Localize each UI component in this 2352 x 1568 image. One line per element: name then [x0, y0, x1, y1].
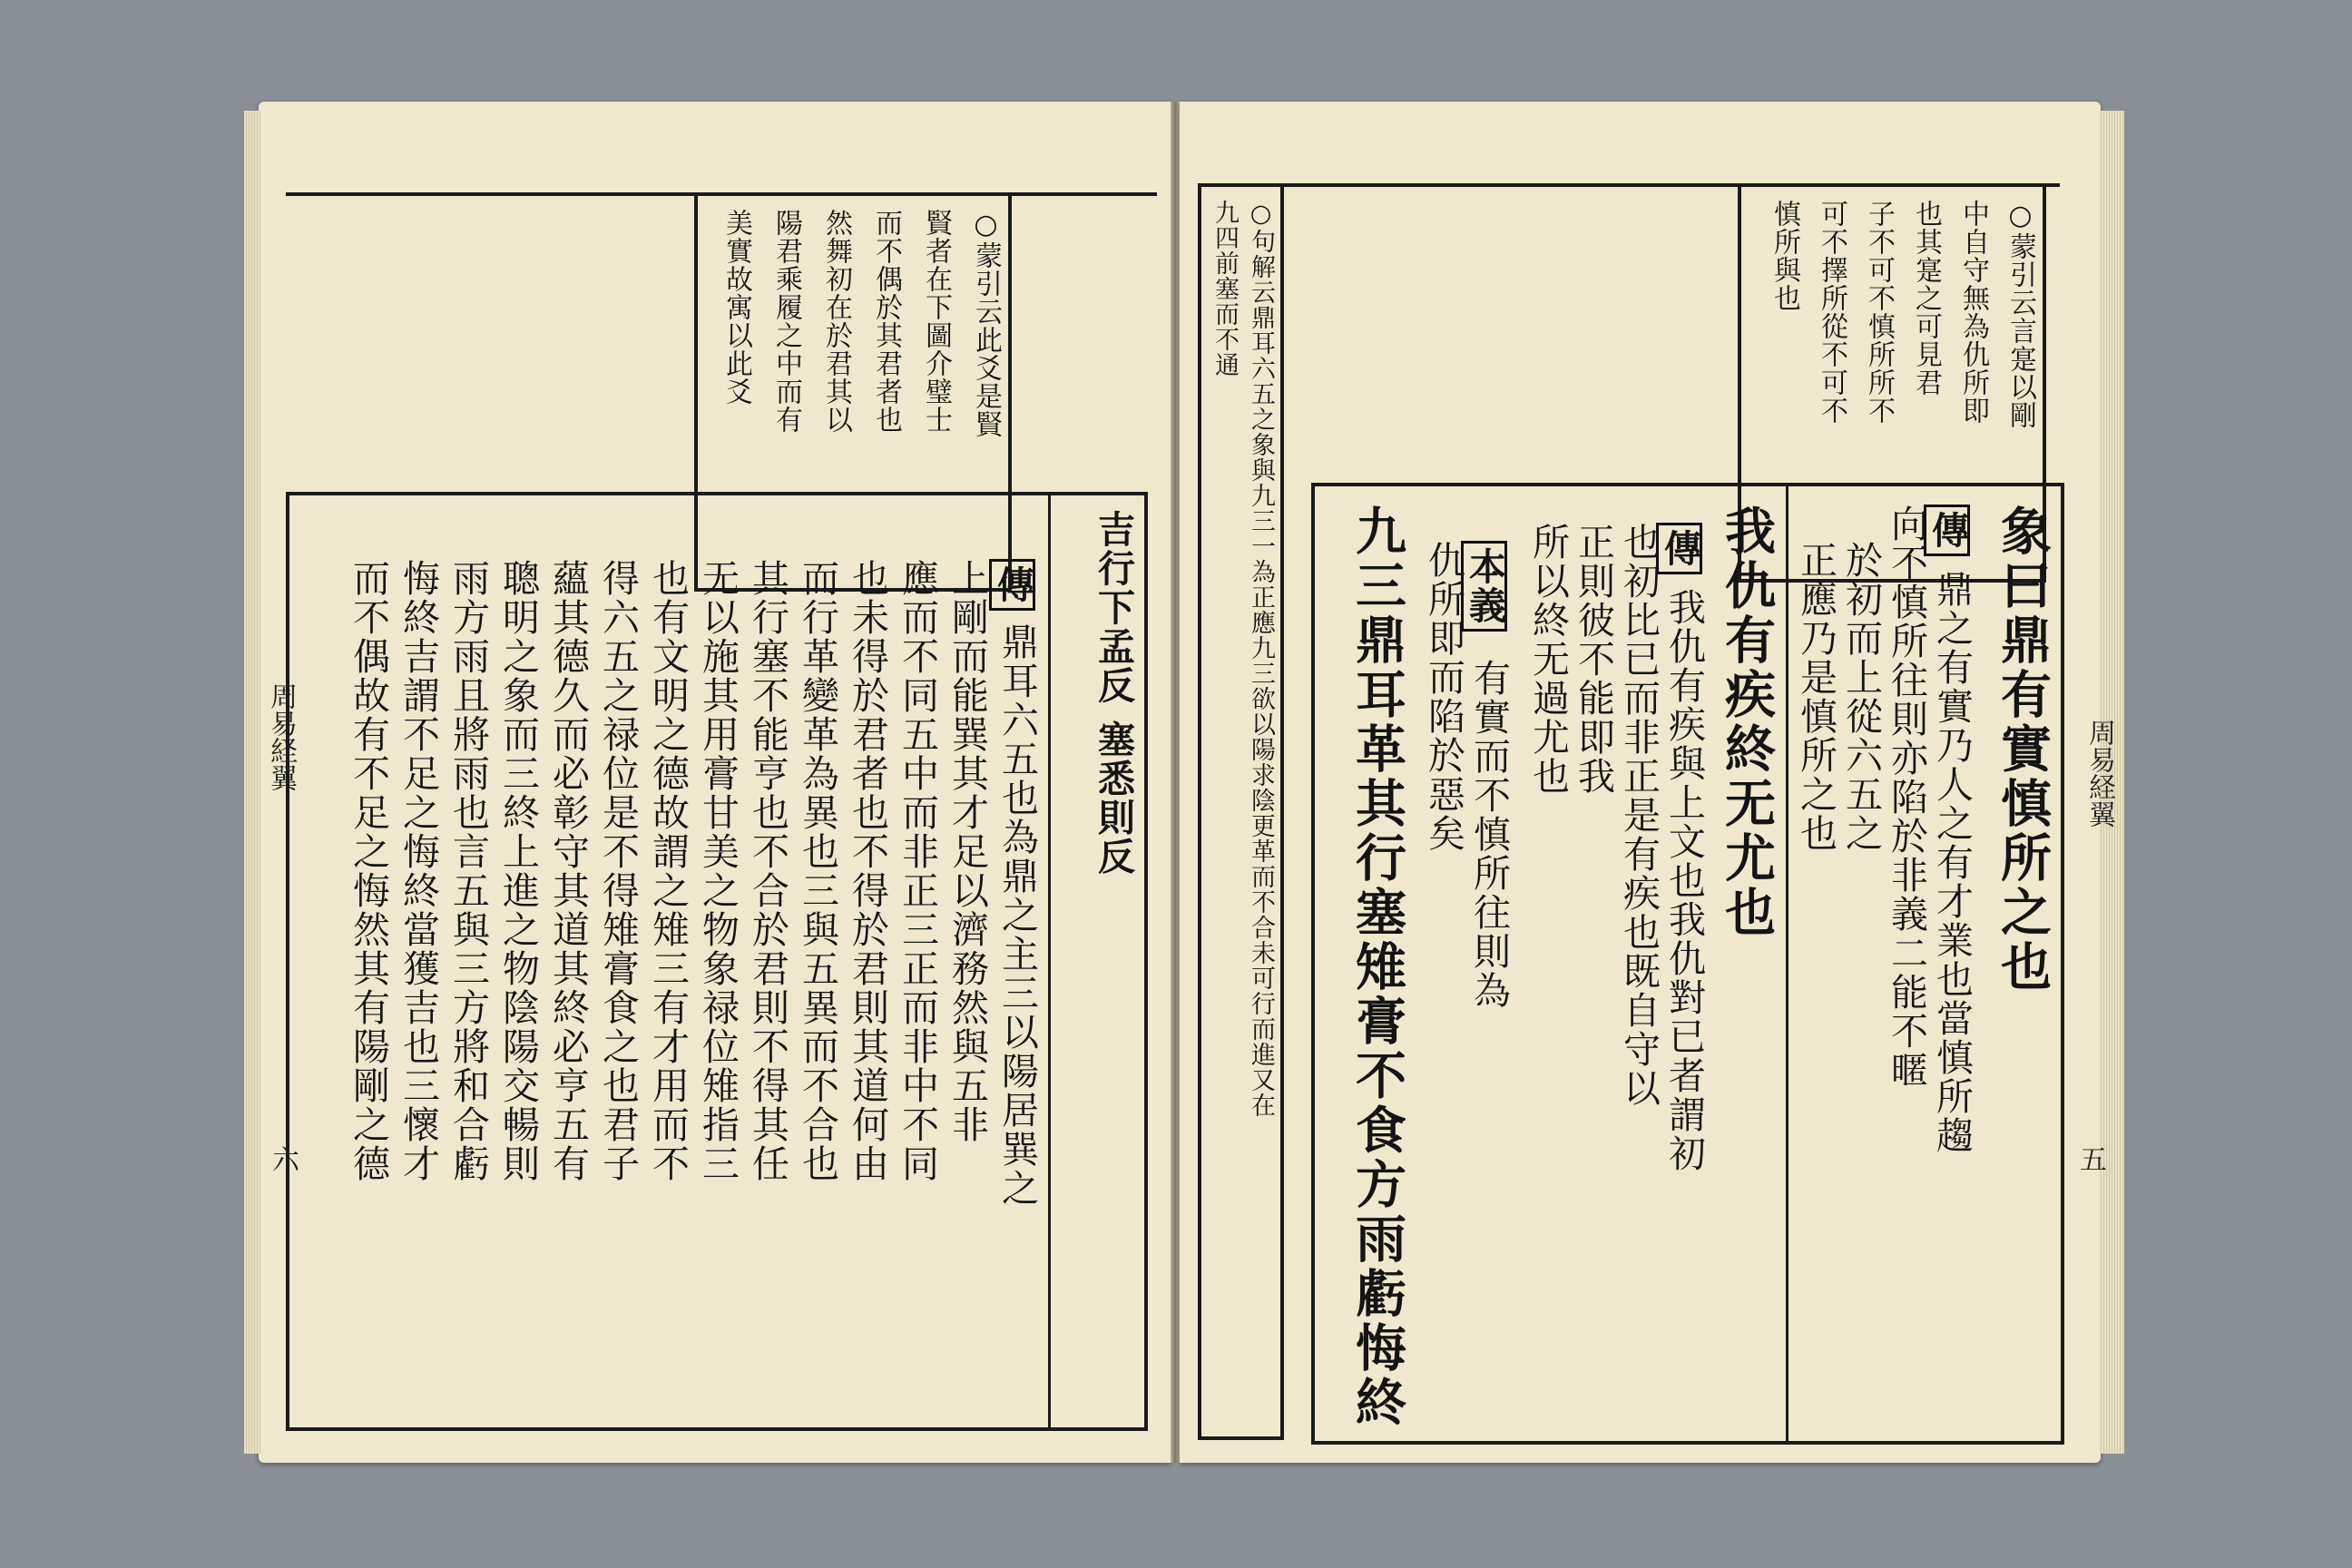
left-page-edges — [244, 111, 260, 1454]
commentary-column: 仇所即而陷於惡矣 — [1422, 541, 1465, 853]
benyi-box: 本義 — [1461, 541, 1507, 632]
commentary-column: 於初而上從六五之 — [1839, 541, 1883, 853]
commentary-column: 鼎耳六五也為鼎之主三以陽居巽之 — [995, 622, 1039, 1208]
commentary-column: 鼎之有實乃人之有才業也當慎所趨 — [1930, 570, 1974, 1155]
commentary-column: 雨方雨且將雨也言五與三方將和合虧 — [446, 559, 490, 1183]
commentary-column: 聰明之象而三終上進之物陰陽交暢則 — [496, 559, 540, 1183]
commentary-column: 蘊其德久而必彰守其道其終必亨五有 — [546, 559, 590, 1183]
left-margin-title: 周易経翼 — [265, 682, 297, 791]
commentary-column: 而不偶故有不足之悔然其有陽剛之德 — [347, 559, 390, 1183]
header-column: 慎所與也 — [1769, 200, 1800, 312]
header-column: ○蒙引云言寔以剛 — [2004, 200, 2036, 429]
jiusan-main-text: 九三鼎耳革其行塞雉膏不食方雨虧悔終 — [1348, 505, 1407, 1430]
header-column: 可不擇所從不可不 — [1816, 200, 1847, 425]
left-main-frame — [286, 492, 1148, 1431]
commentary-column: 向不慎所往則亦陷於非義二能不暱 — [1885, 505, 1928, 1090]
header-column: 中自守無為仇所即 — [1957, 200, 1989, 425]
commentary-column: 也有文明之德故謂之雉三有才用而不 — [646, 559, 690, 1183]
chuan-label — [1924, 505, 1970, 565]
header-column: 美實故寓以此爻 — [720, 209, 752, 406]
commentary-column: 應而不同五中而非正三正而非中不同 — [896, 559, 939, 1183]
header-column: ○蒙引云此爻是賢 — [970, 209, 1002, 438]
commentary-column: 也未得於君者也不得於君則其道何由 — [846, 559, 889, 1183]
header-column: 而不偶於其君者也 — [870, 209, 902, 434]
chuan-box: 傳 — [989, 559, 1035, 611]
commentary-column: 我仇有疾與上文也我仇對已者謂初 — [1662, 588, 1706, 1173]
chuan-box: 傳 — [1924, 505, 1970, 556]
commentary-column: 无以施其用膏甘美之物象禄位雉指三 — [696, 559, 740, 1183]
xiang-main-text: 象曰鼎有實慎所之也 — [1993, 505, 2053, 995]
commentary-column: 有實而不慎所往則為 — [1467, 659, 1511, 1010]
right-page — [1180, 102, 2115, 1463]
column-rule — [1048, 495, 1051, 1431]
chuan-label — [1656, 523, 1702, 583]
chuan-label — [989, 559, 1035, 620]
my-enemy-main-text: 我仇有疾終无尤也 — [1717, 505, 1777, 940]
header-column: 陽君乘履之中而有 — [770, 209, 802, 434]
right-margin-title: 周易経翼 — [2083, 719, 2115, 828]
right-side-note-box — [1198, 183, 1284, 1440]
commentary-column: 而行革變革為異也三與五異而不合也 — [796, 559, 839, 1183]
right-folio: 五 — [2074, 1145, 2106, 1172]
left-folio: 六 — [267, 1145, 299, 1172]
commentary-column: 悔終吉謂不足之悔終當獲吉也三懷才 — [397, 559, 440, 1183]
side-note-column: ○句解云鼎耳六五之象與九三一為正應九三欲以陽求陰更革而不合未可行而進又在 — [1247, 200, 1275, 1118]
right-main-frame — [1311, 483, 2064, 1445]
commentary-column: 上剛而能巽其才足以濟務然與五非 — [946, 559, 989, 1144]
commentary-column: 正應乃是慎所之也 — [1794, 541, 1838, 853]
header-column: 賢者在下圖介璧士 — [920, 209, 952, 434]
chuan-box: 傳 — [1656, 523, 1702, 574]
side-note-column: 九四前塞而不通 — [1210, 200, 1239, 377]
header-column: 然舞初在於君其以 — [820, 209, 852, 434]
commentary-column: 所以終无過尤也 — [1526, 523, 1570, 796]
commentary-column: 正則彼不能即我 — [1572, 523, 1615, 796]
column-rule — [1786, 486, 1788, 1445]
commentary-column: 其行塞不能亨也不合於君則不得其任 — [746, 559, 789, 1183]
benyi-label — [1461, 541, 1507, 641]
commentary-column: 得六五之禄位是不得雉膏食之也君子 — [596, 559, 640, 1183]
book-gutter — [1171, 102, 1180, 1463]
header-column: 也其寔之可見君 — [1910, 200, 1942, 397]
header-column: 子不可不慎所所不 — [1863, 200, 1895, 425]
open-book — [259, 102, 2115, 1463]
commentary-column: 也初比已而非正是有疾也既自守以 — [1617, 523, 1661, 1108]
pronunciation-note: 吉行下孟反 塞悉則反 — [1092, 510, 1135, 877]
left-page — [259, 102, 1171, 1463]
